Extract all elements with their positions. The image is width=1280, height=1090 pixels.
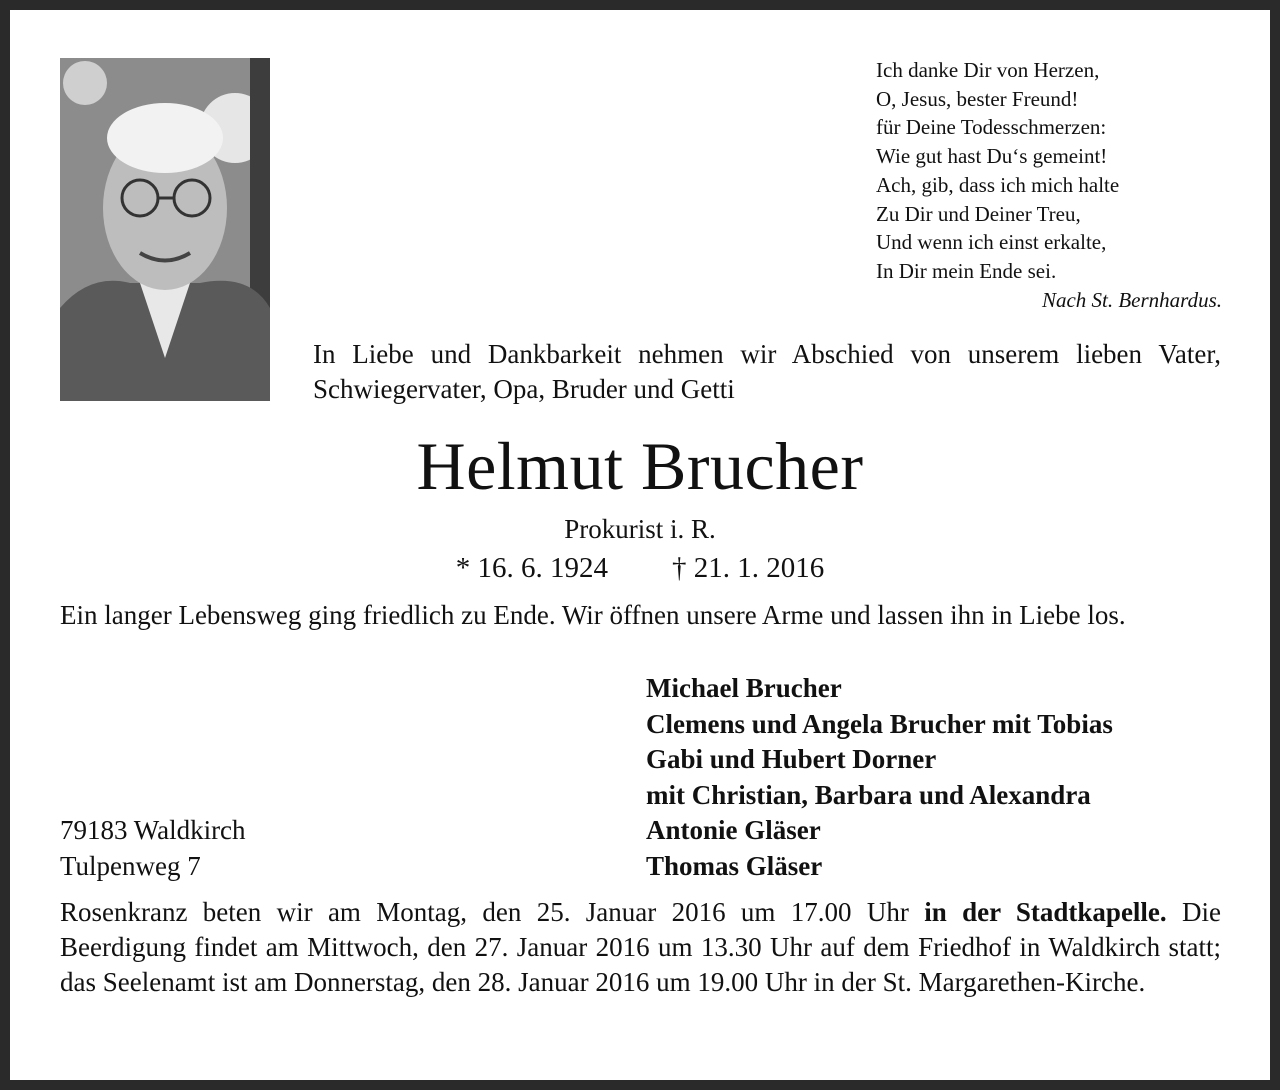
- portrait-illustration: [60, 58, 270, 401]
- service-location: in der Stadtkapelle.: [924, 897, 1167, 927]
- birth-date: * 16. 6. 1924: [455, 552, 608, 584]
- deceased-name: Helmut Brucher: [416, 428, 864, 504]
- poem-line: Ach, gib, dass ich mich halte: [876, 172, 1120, 197]
- poem-source: Nach St. Bernhardus.: [1041, 287, 1222, 312]
- service-text-end: Die Beerdigung findet am Mittwoch, den 27. Januar 2016 um 13.30 Uhr auf dem Friedhof in Waldkirch statt; das Seelenamt ist am Donnerstag, den 28. Januar 2016 um 19.00 Uhr in der St. Margarethen-Kirche.: [60, 897, 1221, 997]
- family-list: [646, 671, 1113, 885]
- intro-text: In Liebe und Dankbarkeit nehmen wir Abschied von unserem lieben Vater, Schwiegervater, Opa, Bruder und Getti: [313, 339, 1221, 404]
- poem-line: O, Jesus, bester Freund!: [876, 86, 1079, 111]
- poem-line: Wie gut hast Du‘s gemeint!: [876, 144, 1108, 169]
- life-dates: [10, 550, 1270, 586]
- family-member: mit Christian, Barbara und Alexandra: [646, 779, 1091, 810]
- family-member: Antonie Gläser: [646, 815, 821, 846]
- death-date: † 21. 1. 2016: [672, 552, 825, 584]
- address-street: Tulpenweg 7: [60, 850, 201, 881]
- family-member: Clemens und Angela Brucher mit Tobias: [646, 708, 1113, 739]
- portrait-photo: [60, 58, 270, 401]
- family-member: Thomas Gläser: [646, 850, 823, 881]
- service-text-start: Rosenkranz beten wir am Montag, den 25. Januar 2016 um 17.00 Uhr: [60, 897, 925, 927]
- poem-line: In Dir mein Ende sei.: [876, 258, 1057, 283]
- obituary-notice: [10, 10, 1270, 1080]
- poem-line: Und wenn ich einst erkalte,: [876, 230, 1107, 255]
- poem-line: Zu Dir und Deiner Treu,: [876, 201, 1081, 226]
- poem-line: Ich danke Dir von Herzen,: [876, 58, 1100, 82]
- poem: [876, 56, 1222, 314]
- farewell-text: Ein langer Lebensweg ging friedlich zu Ende. Wir öffnen unsere Arme und lassen ihn in Liebe los.: [60, 600, 1126, 630]
- family-member: Michael Brucher: [646, 673, 842, 703]
- deceased-title: Prokurist i. R.: [564, 514, 716, 544]
- address: [60, 813, 246, 884]
- address-city: 79183 Waldkirch: [60, 815, 246, 845]
- family-member: Gabi und Hubert Dorner: [646, 744, 937, 775]
- service-details: [60, 895, 1221, 1000]
- poem-line: für Deine Todesschmerzen:: [876, 115, 1107, 140]
